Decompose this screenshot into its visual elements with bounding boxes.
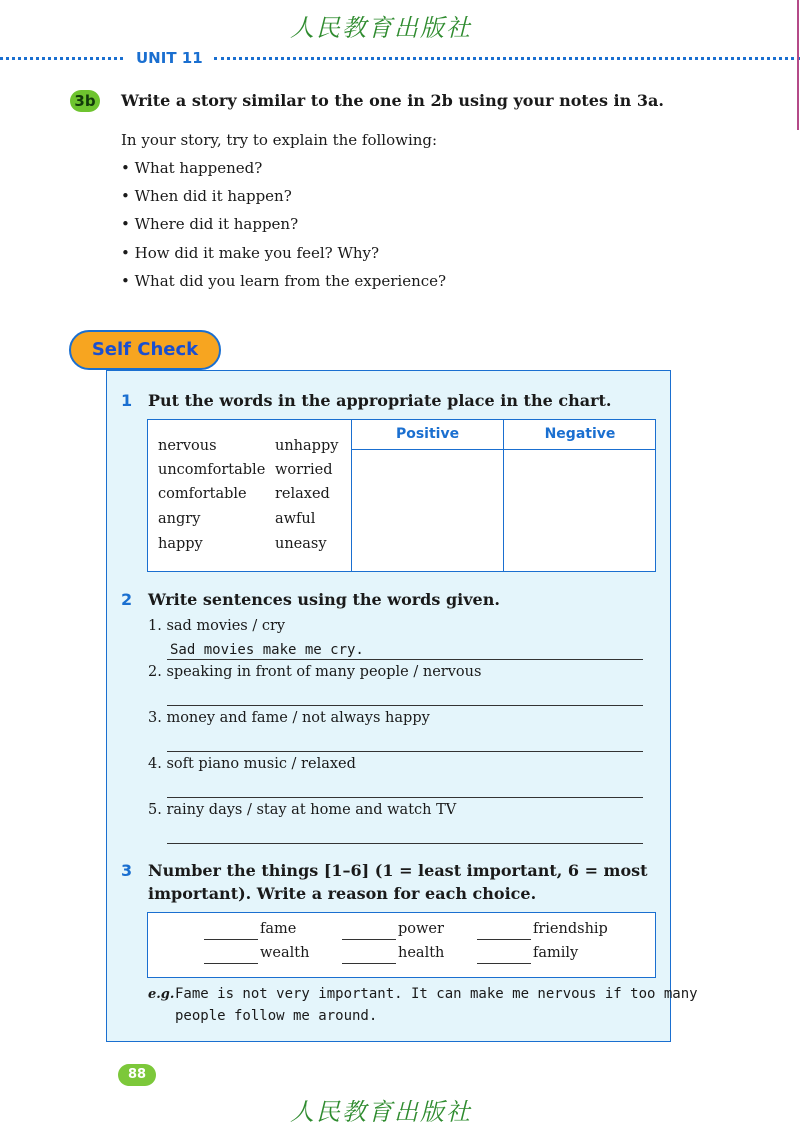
chart-divider [351, 449, 656, 450]
ranking-blank[interactable] [477, 963, 531, 964]
word-item: uneasy [275, 536, 327, 552]
page-number: 88 [118, 1064, 156, 1086]
answer-line[interactable] [167, 797, 643, 798]
example-answer: Sad movies make me cry. [170, 642, 364, 658]
bullet-item: • What did you learn from the experience? [121, 272, 447, 290]
question-3-text: Number the things [1–6] (1 = least important, 6 = most [148, 861, 648, 880]
dotted-rule-right [214, 57, 800, 60]
instruction-3b: Write a story similar to the one in 2b using your notes in 3a. [121, 91, 664, 110]
answer-line[interactable] [167, 751, 643, 752]
question-3-text: important). Write a reason for each choice. [148, 884, 537, 903]
sentence-prompt: 4. soft piano music / relaxed [148, 756, 356, 772]
question-number-2: 2 [121, 590, 133, 609]
thing-label: fame [260, 921, 297, 937]
word-item: angry [158, 511, 201, 527]
section-badge-3b: 3b [70, 90, 100, 112]
publisher-logo-bottom: 人民教育出版社 [290, 1098, 472, 1126]
word-item: nervous [158, 438, 217, 454]
ranking-blank[interactable] [342, 963, 396, 964]
bullet-item: • How did it make you feel? Why? [121, 244, 380, 262]
question-number-3: 3 [121, 861, 133, 880]
self-check-badge: Self Check [69, 330, 221, 370]
publisher-logo-top: 人民教育出版社 [290, 14, 472, 42]
ranking-blank[interactable] [204, 939, 258, 940]
word-item: awful [275, 511, 316, 527]
word-item: unhappy [275, 438, 339, 454]
example-label: e.g. [148, 987, 175, 1002]
answer-line[interactable] [167, 705, 643, 706]
word-item: happy [158, 536, 203, 552]
question-2-text: Write sentences using the words given. [148, 590, 500, 609]
page-edge-marker [797, 0, 799, 130]
ranking-blank[interactable] [342, 939, 396, 940]
bullet-item: • Where did it happen? [121, 215, 299, 233]
bullet-item: • What happened? [121, 159, 263, 177]
sentence-prompt: 1. sad movies / cry [148, 618, 286, 634]
question-1-text: Put the words in the appropriate place in the chart. [148, 391, 612, 410]
sentence-prompt: 2. speaking in front of many people / nervous [148, 664, 482, 680]
word-item: comfortable [158, 486, 247, 502]
thing-label: wealth [260, 945, 310, 961]
answer-line[interactable] [167, 843, 643, 844]
bullet-item: • When did it happen? [121, 187, 292, 205]
word-item: uncomfortable [158, 462, 266, 478]
word-item: relaxed [275, 486, 330, 502]
sentence-prompt: 3. money and fame / not always happy [148, 710, 430, 726]
answer-line[interactable] [167, 659, 643, 660]
ranking-blank[interactable] [477, 939, 531, 940]
thing-label: friendship [533, 921, 608, 937]
chart-header-negative: Negative [544, 426, 616, 442]
example-reason: people follow me around. [175, 1008, 378, 1024]
example-reason: Fame is not very important. It can make me nervous if too many [175, 986, 698, 1002]
thing-label: family [533, 945, 579, 961]
chart-header-positive: Positive [395, 426, 460, 442]
question-number-1: 1 [121, 391, 133, 410]
intro-3b: In your story, try to explain the following: [121, 131, 438, 149]
ranking-blank[interactable] [204, 963, 258, 964]
thing-label: power [398, 921, 444, 937]
dotted-rule-left [0, 57, 123, 60]
word-item: worried [275, 462, 333, 478]
unit-title: UNIT 11 [136, 49, 203, 67]
thing-label: health [398, 945, 445, 961]
sentence-prompt: 5. rainy days / stay at home and watch TV [148, 802, 457, 818]
